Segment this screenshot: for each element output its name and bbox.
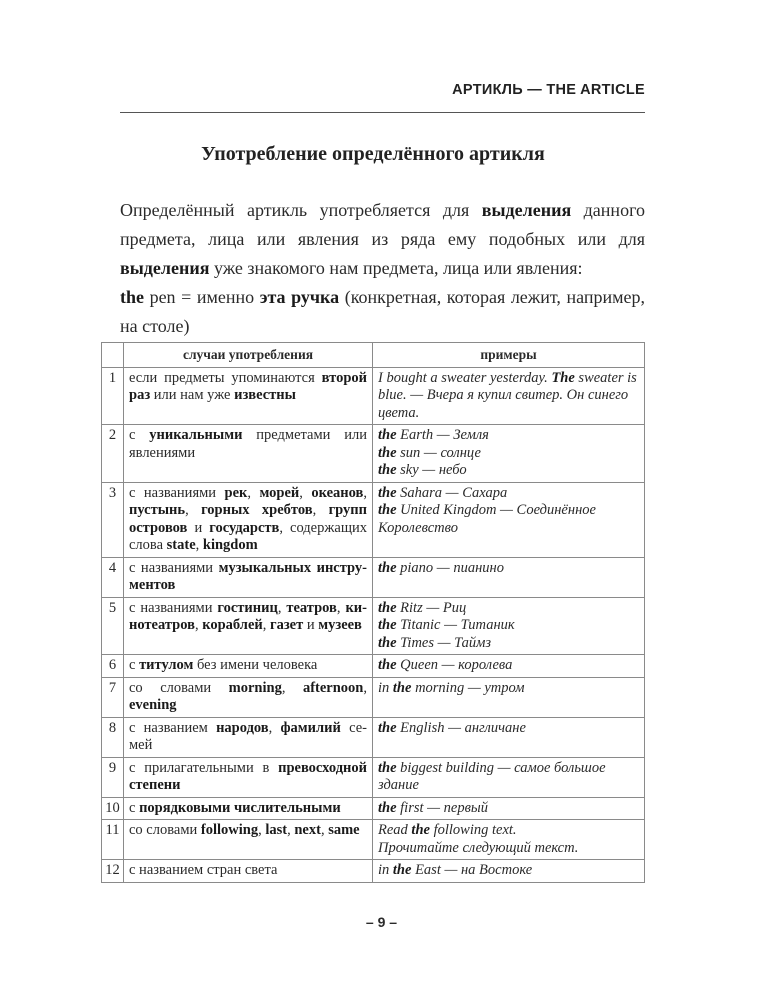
- example-line: [378, 617, 639, 635]
- usage-cell: [124, 482, 373, 557]
- text-segment: Earth — Земля: [396, 427, 489, 443]
- table-row: [102, 367, 645, 425]
- example-line: [378, 760, 639, 795]
- bold-text: the: [378, 719, 397, 736]
- usage-cell: [124, 677, 373, 717]
- text-segment: со словами: [129, 822, 201, 838]
- example-paragraph: [120, 283, 645, 341]
- text-segment: first — первый: [396, 799, 488, 816]
- table-header-row: [102, 343, 645, 368]
- text-segment: biggest building — самое большое здание: [378, 759, 606, 793]
- bold-text: театров: [286, 599, 337, 616]
- example-line: [378, 462, 639, 480]
- text-segment: sweater is blue. — Вчера я купил свитер. Он синего цвета.: [378, 369, 637, 421]
- bold-text: the: [378, 799, 397, 816]
- text-segment: с названием: [129, 719, 217, 736]
- example-cell: [373, 797, 645, 820]
- text-segment: morning — утром: [411, 679, 525, 696]
- usage-cell: [124, 757, 373, 797]
- text-segment: ,: [258, 822, 266, 838]
- text-segment: ,: [312, 502, 329, 518]
- text-segment: со словами: [129, 679, 229, 696]
- example-line: [378, 800, 639, 818]
- bold-text: газет: [269, 617, 304, 633]
- bold-text: the: [378, 427, 397, 443]
- example-line: [378, 600, 639, 618]
- example-line: [378, 635, 639, 653]
- bold-text: the: [392, 862, 412, 878]
- row-number: 8: [102, 717, 124, 757]
- table-row: [102, 597, 645, 655]
- text-segment: если предметы упоминаются: [129, 369, 322, 386]
- text-segment: Queen — королева: [396, 657, 513, 673]
- header-divider: [120, 112, 645, 113]
- bold-text: evening: [129, 697, 177, 713]
- text-segment: ,: [277, 599, 287, 616]
- bold-text: рек: [224, 484, 248, 501]
- text-segment: ,: [336, 599, 346, 616]
- example-cell: [373, 717, 645, 757]
- text-segment: following text.: [429, 822, 517, 838]
- text-segment: Times — Таймз: [396, 634, 492, 651]
- text-segment: ,: [320, 822, 329, 838]
- bold-text: afternoon: [302, 679, 364, 696]
- bold-text: the: [378, 444, 397, 461]
- text-segment: ,: [299, 484, 312, 501]
- table-row: [102, 797, 645, 820]
- example-cell: [373, 655, 645, 678]
- bold-text: горных хребтов: [201, 502, 313, 518]
- bold-text: the: [120, 287, 144, 307]
- text-segment: с названиями: [129, 484, 225, 501]
- table-row: [102, 655, 645, 678]
- text-segment: Sahara — Сахара: [396, 484, 508, 501]
- bold-text: the: [378, 502, 397, 518]
- example-line: [378, 370, 639, 423]
- table-row: [102, 717, 645, 757]
- text-segment: ,: [262, 617, 270, 633]
- example-cell: [373, 482, 645, 557]
- text-segment: ,: [195, 537, 203, 553]
- bold-text: эта ручка: [259, 287, 340, 307]
- bold-text: the: [378, 484, 397, 501]
- text-segment: ,: [268, 719, 281, 736]
- bold-text: the: [378, 657, 397, 673]
- row-number: 7: [102, 677, 124, 717]
- bold-text: народов: [216, 719, 269, 736]
- text-segment: sun — солнце: [396, 444, 481, 461]
- bold-text: гостиниц: [217, 599, 278, 616]
- table-row: [102, 820, 645, 860]
- example-cell: [373, 860, 645, 883]
- intro-paragraph: [120, 196, 645, 283]
- bold-text: выделения: [120, 258, 210, 278]
- text-segment: и: [187, 519, 210, 536]
- bold-text: пустынь: [129, 502, 186, 518]
- row-number: 5: [102, 597, 124, 655]
- example-cell: [373, 597, 645, 655]
- table-row: [102, 757, 645, 797]
- usage-cell: [124, 425, 373, 483]
- text-segment: East — на Востоке: [411, 862, 533, 878]
- bold-text: next: [294, 822, 321, 838]
- text-segment: I bought a sweater yesterday.: [378, 369, 552, 386]
- row-number: 2: [102, 425, 124, 483]
- header-number: [102, 343, 124, 368]
- bold-text: превосходной степени: [129, 759, 367, 793]
- bold-text: the: [411, 822, 430, 838]
- text-segment: (конкретная, которая лежит, например, на столе): [120, 287, 645, 336]
- usage-cell: [124, 655, 373, 678]
- text-segment: Определённый артикль употребляется для: [120, 200, 482, 220]
- text-segment: United Kingdom — Соединённое Королевство: [378, 502, 596, 536]
- bold-text: the: [378, 634, 397, 651]
- text-segment: piano — пианино: [396, 559, 504, 576]
- header-examples: примеры: [373, 343, 645, 368]
- usage-cell: [124, 717, 373, 757]
- row-number: 6: [102, 655, 124, 678]
- text-segment: или нам уже: [150, 387, 235, 403]
- text-segment: , содержащих слова: [129, 519, 367, 553]
- bold-text: морей: [259, 484, 300, 501]
- row-number: 3: [102, 482, 124, 557]
- usage-cell: [124, 557, 373, 597]
- text-segment: ,: [363, 484, 367, 501]
- example-cell: [373, 367, 645, 425]
- text-segment: с названиями: [129, 599, 218, 616]
- example-line: [378, 822, 639, 840]
- bold-text: музеев: [318, 617, 362, 633]
- text-segment: предметами или явлениями: [129, 427, 367, 461]
- bold-text: кораблей: [202, 617, 263, 633]
- row-number: 10: [102, 797, 124, 820]
- bold-text: morning: [228, 679, 282, 696]
- bold-text: известны: [234, 387, 296, 403]
- bold-text: титулом: [139, 657, 194, 673]
- usage-cell: [124, 860, 373, 883]
- example-line: [378, 502, 639, 537]
- bold-text: same: [328, 822, 360, 838]
- bold-text: государств: [209, 519, 280, 536]
- bold-text: following: [200, 822, 259, 838]
- text-segment: Read: [378, 822, 412, 838]
- text-segment: ,: [185, 502, 202, 518]
- table-row: [102, 677, 645, 717]
- text-segment: English — англичане: [396, 719, 526, 736]
- usage-cell: [124, 597, 373, 655]
- bold-text: кинотеатров: [129, 599, 367, 633]
- text-segment: с: [129, 657, 140, 673]
- example-line: [378, 680, 639, 698]
- example-cell: [373, 425, 645, 483]
- text-segment: данного предмета, лица или явления из ряда ему подобных или для: [120, 200, 645, 249]
- usage-cell: [124, 820, 373, 860]
- table-row: [102, 860, 645, 883]
- bold-text: океанов: [311, 484, 364, 501]
- bold-text: kingdom: [202, 537, 258, 553]
- bold-text: the: [378, 462, 397, 478]
- text-segment: ,: [194, 617, 203, 633]
- text-segment: in: [378, 862, 393, 878]
- usage-cell: [124, 797, 373, 820]
- text-segment: с названиями: [129, 559, 219, 576]
- bold-text: выделения: [481, 200, 572, 220]
- bold-text: второй раз: [129, 369, 367, 403]
- text-segment: ,: [363, 679, 368, 696]
- bold-text: уникальными: [149, 427, 243, 443]
- usage-table: [101, 342, 645, 883]
- row-number: 11: [102, 820, 124, 860]
- text-segment: pen = именно: [144, 287, 260, 307]
- text-segment: и: [303, 617, 319, 633]
- usage-cell: [124, 367, 373, 425]
- bold-text: the: [392, 679, 412, 696]
- text-segment: ,: [281, 679, 303, 696]
- text-segment: Прочитайте следующий текст.: [378, 839, 579, 856]
- bold-text: порядковыми числительными: [139, 799, 341, 816]
- example-line: [378, 657, 639, 675]
- bold-text: state: [166, 537, 196, 553]
- example-line: [378, 445, 639, 463]
- text-segment: без имени человека: [193, 657, 318, 673]
- text-segment: уже знакомого нам предмета, лица или явления:: [209, 258, 583, 278]
- bold-text: The: [551, 369, 575, 386]
- example-line: [378, 485, 639, 503]
- running-head: АРТИКЛЬ — THE ARTICLE: [452, 82, 645, 98]
- text-segment: ,: [287, 822, 295, 838]
- text-segment: с названием стран света: [129, 862, 278, 878]
- bold-text: the: [378, 599, 397, 616]
- header-usage: случаи употребления: [124, 343, 373, 368]
- page-number: – 9 –: [365, 914, 398, 930]
- example-cell: [373, 557, 645, 597]
- text-segment: Titanic — Титаник: [396, 617, 515, 633]
- bold-text: the: [378, 759, 397, 776]
- row-number: 9: [102, 757, 124, 797]
- text-segment: семей: [129, 719, 367, 753]
- section-title: Употребление определённого артикля: [201, 143, 545, 165]
- text-segment: sky — небо: [396, 462, 467, 478]
- table-row: [102, 425, 645, 483]
- bold-text: last: [265, 822, 288, 838]
- text-segment: ,: [247, 484, 260, 501]
- text-segment: с прилагательными в: [129, 759, 279, 776]
- table-row: [102, 557, 645, 597]
- text-segment: с: [129, 427, 150, 443]
- example-line: [378, 427, 639, 445]
- row-number: 12: [102, 860, 124, 883]
- bold-text: the: [378, 559, 397, 576]
- bold-text: музыкальных инструментов: [129, 559, 367, 593]
- bold-text: the: [378, 617, 397, 633]
- text-segment: in: [378, 679, 393, 696]
- bold-text: фамилий: [280, 719, 341, 736]
- text-segment: с: [129, 799, 140, 816]
- example-line: [378, 840, 639, 858]
- example-line: [378, 720, 639, 738]
- example-line: [378, 560, 639, 578]
- example-cell: [373, 677, 645, 717]
- example-line: [378, 862, 639, 880]
- example-cell: [373, 820, 645, 860]
- row-number: 4: [102, 557, 124, 597]
- example-cell: [373, 757, 645, 797]
- table-row: [102, 482, 645, 557]
- text-segment: Ritz — Риц: [396, 599, 467, 616]
- bold-text: групп островов: [129, 502, 368, 536]
- row-number: 1: [102, 367, 124, 425]
